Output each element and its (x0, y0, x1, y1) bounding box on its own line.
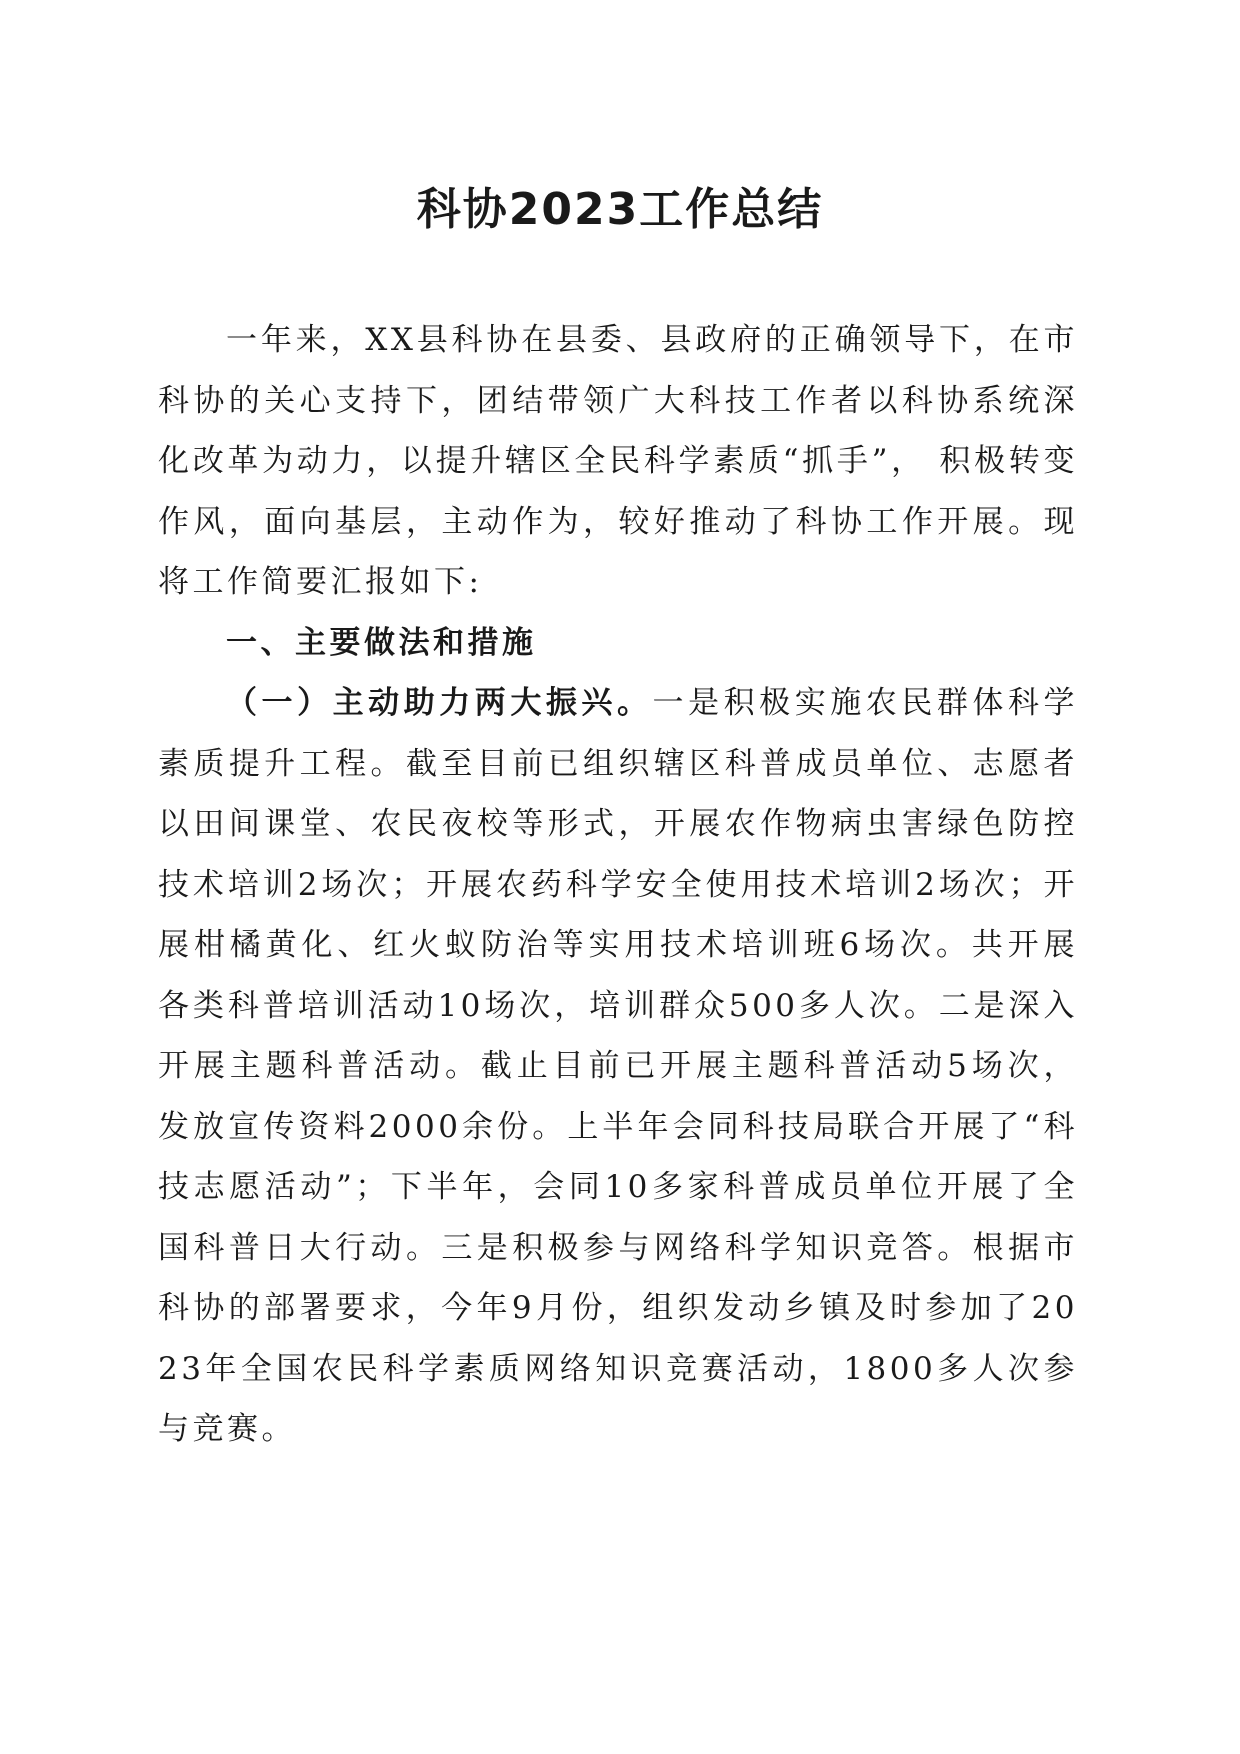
subsection-heading-1: （一）主动助力两大振兴。 (226, 685, 653, 721)
document-title: 科协2023工作总结 (416, 184, 824, 235)
subsection-body-1: 一是积极实施农民群体科学素质提升工程。截至目前已组织辖区科普成员单位、志愿者以田间课堂、农民夜校等形式，开展农作物病虫害绿色防控技术培训2场次；开展农药科学安全使用技术培训2场次；开展柑橘黄化、红火蚁防治等实用技术培训班6场次。共开展各类科普培训活动10场次，培训群众500多人次。二是深入开展主题科普活动。截止目前已开展主题科普活动5场次，发放宣传资料2000余份。上半年会同科技局联合开展了“科技志愿活动”；下半年，会同10多家科普成员单位开展了全国科普日大行动。三是积极参与网络科学知识竞答。根据市科协的部署要求，今年9月份，组织发动乡镇及时参加了2023年全国农民科学素质网络知识竞赛活动，1800多人次参与竞赛。 (158, 685, 1079, 1447)
document-body (158, 310, 1078, 1460)
intro-paragraph: 一年来，XX县科协在县委、县政府的正确领导下，在市科协的关心支持下，团结带领广大科技工作者以科协系统深化改革为动力，以提升辖区全民科学素质“抓手”， 积极转变作风，面向基层，主动作为，较好推动了科协工作开展。现将工作简要汇报如下: (158, 322, 1078, 600)
section-heading-1: 一、主要做法和措施 (226, 624, 537, 661)
subsection-paragraph-1 (158, 673, 1078, 1460)
